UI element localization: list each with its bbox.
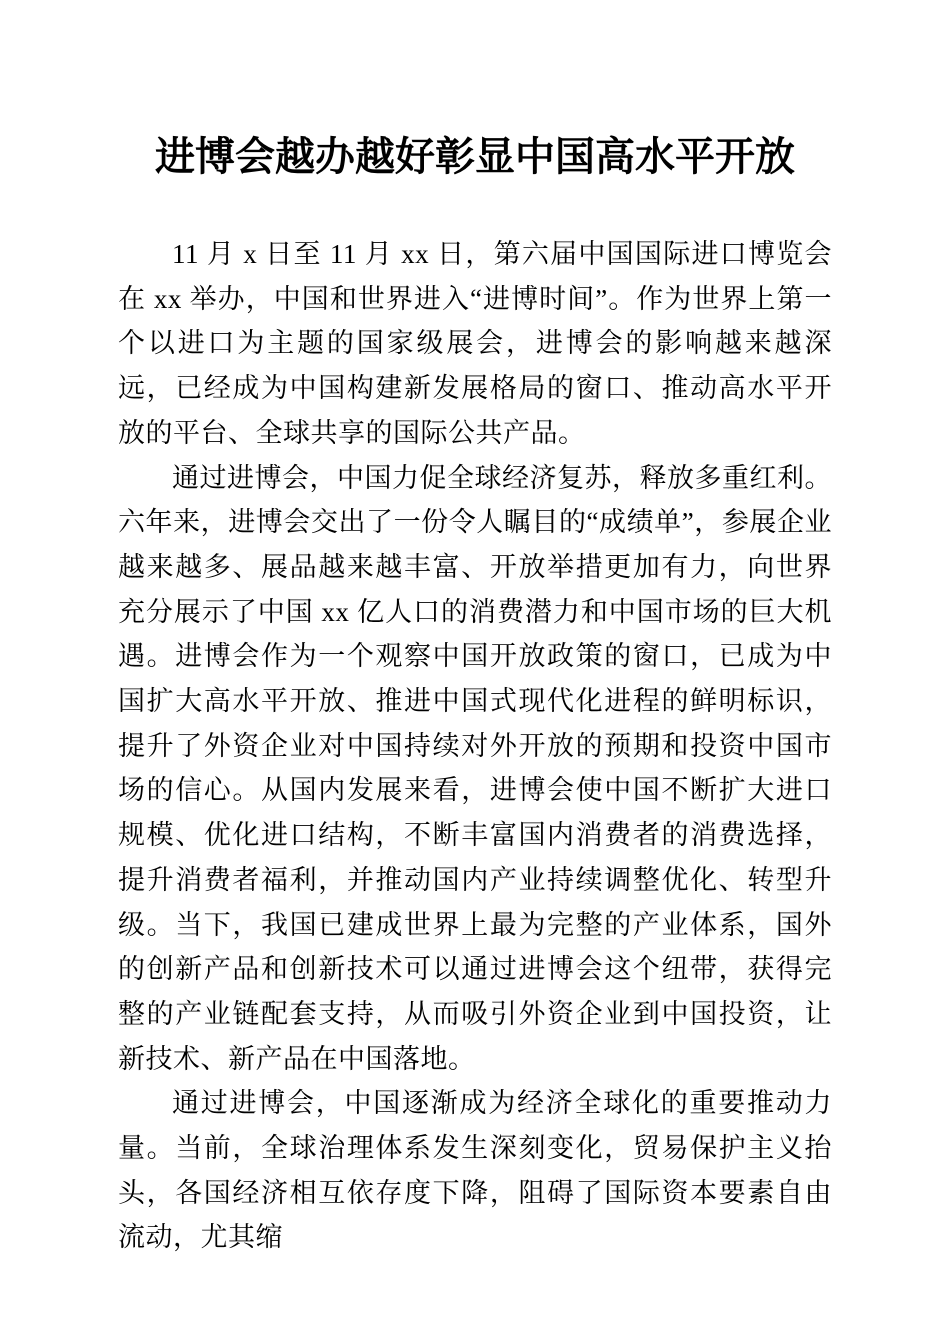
paragraph-3: 通过进博会，中国逐渐成为经济全球化的重要推动力量。当前，全球治理体系发生深刻变化，贸易保护主义抬头，各国经济相互依存度下降，阻碍了国际资本要素自由流动，尤其缩 (118, 1088, 832, 1253)
document-title: 进博会越办越好彰显中国高水平开放 (155, 134, 795, 179)
paragraph-1: 11 月 x 日至 11 月 xx 日，第六届中国国际进口博览会在 xx 举办，中国和世界进入“进博时间”。作为世界上第一个以进口为主题的国家级展会，进博会的影响越来越深远，已经成为中国构建新发展格局的窗口、推动高水平开放的平台、全球共享的国际公共产品。 (118, 239, 832, 448)
paragraph-2: 通过进博会，中国力促全球经济复苏，释放多重红利。六年来，进博会交出了一份令人瞩目的“成绩单”，参展企业越来越多、展品越来越丰富、开放举措更加有力，向世界充分展示了中国 xx 亿人口的消费潜力和中国市场的巨大机遇。进博会作为一个观察中国开放政策的窗口，已成为中国扩大高水平开放、推进中国式现代化进程的鲜明标识，提升了外资企业对中国持续对外开放的预期和投资中国市场的信心。从国内发展来看，进博会使中国不断扩大进口规模、优化进口结构，不断丰富国内消费者的消费选择，提升消费者福利，并推动国内产业持续调整优化、转型升级。当下，我国已建成世界上最为完整的产业体系，国外的创新产品和创新技术可以通过进博会这个纽带，获得完整的产业链配套支持，从而吸引外资企业到中国投资，让新技术、新产品在中国落地。 (118, 462, 832, 1074)
document-body (118, 232, 832, 1260)
